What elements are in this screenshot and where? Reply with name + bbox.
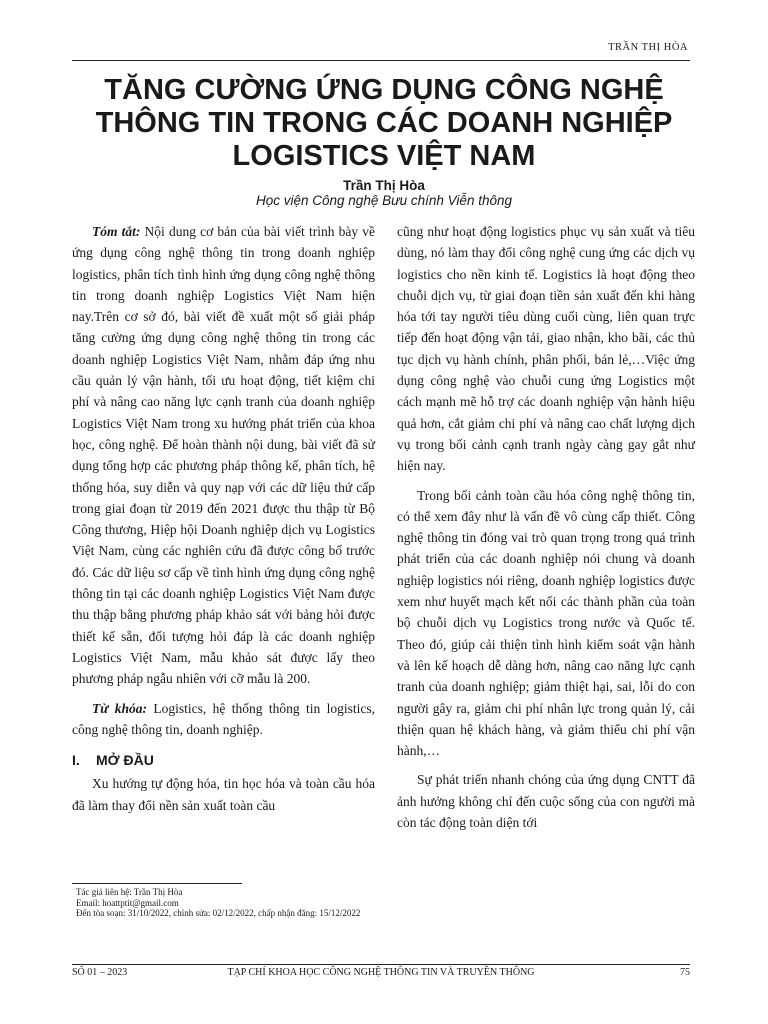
page-footer bbox=[72, 967, 690, 981]
keywords-paragraph bbox=[72, 698, 375, 741]
keywords-label: Từ khóa: bbox=[92, 700, 147, 716]
section-heading bbox=[72, 750, 375, 771]
right-column bbox=[397, 221, 695, 833]
footnote bbox=[76, 887, 376, 919]
left-column bbox=[72, 221, 375, 816]
author-name: Trần Thị Hòa bbox=[343, 178, 425, 193]
footnote-contact: Tác giả liên hệ: Trần Thị Hòa bbox=[76, 887, 183, 897]
header-rule bbox=[72, 60, 690, 61]
author-affiliation: Học viện Công nghệ Bưu chính Viễn thông bbox=[256, 193, 512, 208]
footnote-dates: Đến tòa soạn: 31/10/2022, chỉnh sửa: 02/12/2022, chấp nhận đăng: 15/12/2022 bbox=[76, 908, 361, 918]
paper-title: TĂNG CƯỜNG ỨNG DỤNG CÔNG NGHỆ THÔNG TIN TRONG CÁC DOANH NGHIỆP LOGISTICS VIỆT NAM bbox=[95, 74, 673, 172]
body-paragraph-3: Sự phát triển nhanh chóng của ứng dụng CNTT đã ảnh hưởng không chỉ đến cuộc sống của con người mà còn tác động toàn diện tới bbox=[397, 772, 695, 831]
section-title: MỞ ĐẦU bbox=[96, 752, 154, 769]
intro-paragraph: Xu hướng tự động hóa, tin học hóa và toàn cầu hóa đã làm thay đổi nền sản xuất toàn cầu bbox=[72, 776, 375, 813]
running-header-author: TRẦN THỊ HÒA bbox=[608, 42, 688, 53]
keywords-text: Logistics, hệ thống thông tin logistics, công nghệ thông tin, doanh nghiệp. bbox=[72, 700, 375, 737]
section-number: I. bbox=[72, 752, 80, 769]
footer-journal-name: TẠP CHÍ KHOA HỌC CÔNG NGHỆ THÔNG TIN VÀ TRUYỀN THÔNG bbox=[227, 967, 535, 978]
footnote-rule bbox=[72, 883, 242, 884]
page-number: 75 bbox=[680, 967, 690, 978]
footer-rule bbox=[72, 964, 690, 965]
footer-issue: SỐ 01 – 2023 bbox=[72, 967, 128, 978]
abstract-text: Nội dung cơ bản của bài viết trình bày về ứng dụng công nghệ thông tin trong doanh nghiệp logistics, phân tích tình hình ứng dụng công nghệ thông tin trong doanh nghiệp Logistics Việt Nam hiện nay.Trên cơ sở đó, bài viết đề xuất một số giải pháp tăng cường ứng dụng công nghệ thông tin trong các doanh nghiệp Logistics Việt Nam, nhằm đáp ứng nhu cầu quản lý vận hành, tối ưu hoạt động, tiết kiệm chi phí và nâng cao năng lực cạnh tranh của doanh nghiệp Logistics Việt Nam trong xu hướng phát triển của khoa học, công nghệ. Để hoàn thành nội dung, bài viết đã sử dụng tổng hợp các phương pháp thông kế, phân tích, hệ thống hóa, suy diễn và quy nạp với các dữ liệu thứ cấp trong giai đoạn từ 2019 đến 2021 được thu thập từ Bộ Công thương, Hiệp hội Doanh nghiệp dịch vụ Logistics Việt Nam, cùng các nghiên cứu đã được công bố trước đó. Các dữ liệu sơ cấp về tình hình ứng dụng công nghệ thông tin tại các doanh nghiệp Logistics Việt Nam được thu thập bằng phương pháp khảo sát với bảng hỏi được thiết kế sẵn, đối tượng hỏi đáp là các doanh nghiệp Logistics Việt Nam, mẫu khảo sát được lấy theo phương pháp ngẫu nhiên với cỡ mẫu là 200. bbox=[72, 224, 375, 687]
footnote-email: Email: hoattptit@gmail.com bbox=[76, 897, 179, 908]
abstract-paragraph bbox=[72, 221, 375, 690]
body-paragraph-1: cũng như hoạt động logistics phục vụ sản xuất và tiêu dùng, nó làm thay đổi công nghệ cung ứng các dịch vụ logistics cho nền kinh tế. Logistics là hoạt động theo chuỗi dịch vụ, từ giai đoạn tiền sản xuất đến khi hàng hóa tới tay người tiêu dùng cuối cùng, liên quan trực tiếp đến hoạt động vận tải, giao nhận, kho bãi, các thủ tục dịch vụ hành chính, phân phối, bán lẻ,…Việc ứng dụng công nghệ vào chuỗi cung ứng Logistics một cách mạnh mẽ hỗ trợ các doanh nghiệp vận hành hiệu quả hơn, cắt giảm chi phí và nâng cao chất lượng dịch vụ trong bối cảnh cạnh tranh ngày càng gay gắt như hiện nay. bbox=[397, 224, 695, 474]
body-paragraph-2: Trong bối cảnh toàn cầu hóa công nghệ thông tin, có thể xem đây như là vấn đề vô cùng cấp thiết. Công nghệ thông tin đóng vai trò quan trọng trong quá trình phát triển của các doanh nghiệp nói chung và doanh nghiệp logistics nói riêng, doanh nghiệp logistics được xem như huyết mạch kết nối các thành phần của toàn bộ chuỗi dịch vụ Logistics trong nước và Quốc tế. Theo đó, giúp cải thiện tình hình kiểm soát vận hành và lên kế hoạch dễ dàng hơn, nâng cao năng lực cạnh tranh của doanh nghiệp; giảm thiệt hại, sai, lỗi do con người gây ra, giảm chi phí nhân lực trong quản lý, cải thiện quan hệ khách hàng, và giảm thiểu chi phí vận hành,… bbox=[397, 487, 695, 759]
abstract-label: Tóm tắt: bbox=[92, 224, 141, 239]
